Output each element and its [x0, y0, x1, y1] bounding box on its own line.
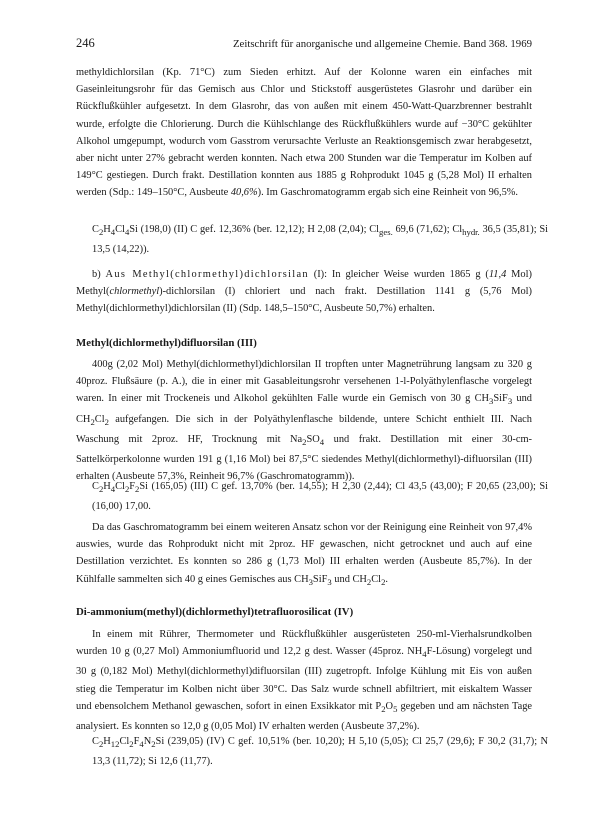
paragraph-chlorination-continued: methyldichlorsilan (Kp. 71°C) zum Sieden erhitzt. Auf der Kolonne waren ein einfaches mit Gaseinleitungsrohr für das Gemisch aus Chlor und Stickstoff ausgerüstetes Glasrohr und darüber ein Rückflußkühler aufgesetzt. In dem Glasrohr, das von außen mit einem 450-Watt-Quarzbrenner bestrahlt wurde, erfolgte die Chlorierung. Durch die Kühlschlange des Rückflußkühlers wurde auf −30°C gekühlter Alkohol umgepumpt, wodurch vom Gasstrom verursachte Verluste an Reaktionsgemisch zwar herabgesetzt, aber nicht unter 27% gebracht werden konnten. Nach etwa 200 Stunden war die Temperatur im Kolben auf 149°C gestiegen. Durch frakt. Destillation konnten aus 1885 g Rohprodukt 1045 g (5,28 Mol) II erhalten werden (Sdp.: 149–150°C, Ausbeute 40,6%). Im Gaschromatogramm ergab sich eine Reinheit von 96,5%.	[76, 67, 532, 199]
section-heading-iv: Di-ammonium(methyl)(dichlormethyl)tetrafluorosilicat (IV)	[76, 606, 354, 618]
journal-title: Zeitschrift für anorganische und allgemeine Chemie. Band 368. 1969	[232, 38, 532, 50]
section-heading-iii: Methyl(dichlormethyl)difluorsilan (III)	[76, 337, 257, 349]
elemental-analysis-iv: $C_2H_{12}Cl_2F_4N_2Si$ (239,05) (IV) C gef. 10,51% (ber. 10,20); H 5,10 (5,05); Cl 25,7 (29,6); F 30,2 (31,7); N 13,3 (11,72); Si 12,6 (11,77).	[92, 736, 548, 768]
elemental-analysis-ii: $C_2H_4Cl_4Si$ (198,0) (II) C gef. 12,36% (ber. 12,12); H 2,08 (2,04); $Cl_{ges.}$ 69,6 (71,62); $Cl_{hydr.}$ 36,5 (35,81); Si 13,5 (14,22)).	[92, 224, 548, 256]
page-number: 246	[76, 36, 95, 50]
elemental-analysis-iii: $C_2H_4Cl_2F_2Si$ (165,05) (III) C gef. 13,70% (ber. 14,55); H 2,30 (2,44); Cl 43,5 (43,00); F 20,65 (23,00); Si (16,00) 17,00.	[92, 481, 548, 513]
running-header	[76, 35, 532, 51]
paragraph-synthesis-iv: In einem mit Rührer, Thermometer und Rückflußkühler ausgerüsteten 250-ml-Vierhalsrundkolben wurden 10 g (0,27 Mol) Ammoniumfluorid und 12,2 g dest. Wasser (45proz. $NH_4F-Lösung$) vorgelegt und 30 g (0,182 Mol) Methyl(dichlormethyl)difluorsilan (III) zugetropft. Infolge Kühlung mit Eis von außen stieg die Temperatur im Kolben nicht über 30°C. Das Salz wurde schnell abfiltriert, mit eiskaltem Wasser und ebensolchem Methanol gewaschen, sofort in einen Exsikkator mit $P_2O_5$ gegeben und am nächsten Tage analysiert. Es konnten so 12,0 g (0,05 Mol) IV erhalten werden (Ausbeute 37,2%).	[76, 629, 532, 733]
paragraph-route-b: b) Aus Methyl(chlormethyl)dichlorsilan (I): In gleicher Weise wurden 1865 g (11,4 Mol) Methyl(chlormethyl)-dichlorsilan (I) chloriert und nach frakt. Destillation 1141 g (5,76 Mol) Methyl(dichlormethyl)dichlorsilan (II) (Sdp. 148,5–150°C, Ausbeute 50,7%) erhalten.	[76, 269, 532, 315]
paragraph-synthesis-iii: 400g (2,02 Mol) Methyl(dichlormethyl)dichlorsilan II tropften unter Magnetrührung langsam zu 320 g 40proz. Flußsäure (p. A.), die in einer mit Gasableitungsrohr versehenen 1-l-Polyäthylenflasche vorgelegt waren. In einer mit Trockeneis und Alkohol gekühlten Falle wurde ein Gemisch von 30 g $CH_3SiF_3$ und $CH_2Cl_2$ aufgefangen. Die sich in der Polyäthylenflasche bildende, untere Schicht enthielt III. Nach Waschung mit 2proz. HF, Trocknung mit $Na_2SO_4$ und frakt. Destillation mit einer 30-cm-Sattelkörperkolonne wurden 191 g (1,16 Mol) bei 87,5°C siedendes Methyl(dichlormethyl)-difluorsilan (III) erhalten (Ausbeute 57,3%, Reinheit 96,7% (Gaschromatogramm)).	[76, 359, 533, 483]
paragraph-second-batch: Da das Gaschromatogramm bei einem weiteren Ansatz schon vor der Reinigung eine Reinheit von 97,4% auswies, wurde das Rohprodukt nicht mit 2proz. HF gewaschen, nicht getrocknet und auch auf eine Destillation verzichtet. Es konnten so 286 g (1,73 Mol) III erhalten werden (Ausbeute 85,7%). In der Kühlfalle sammelten sich 40 g eines Gemisches aus $CH_3SiF_3$ und $CH_2Cl_2$.	[76, 522, 532, 587]
